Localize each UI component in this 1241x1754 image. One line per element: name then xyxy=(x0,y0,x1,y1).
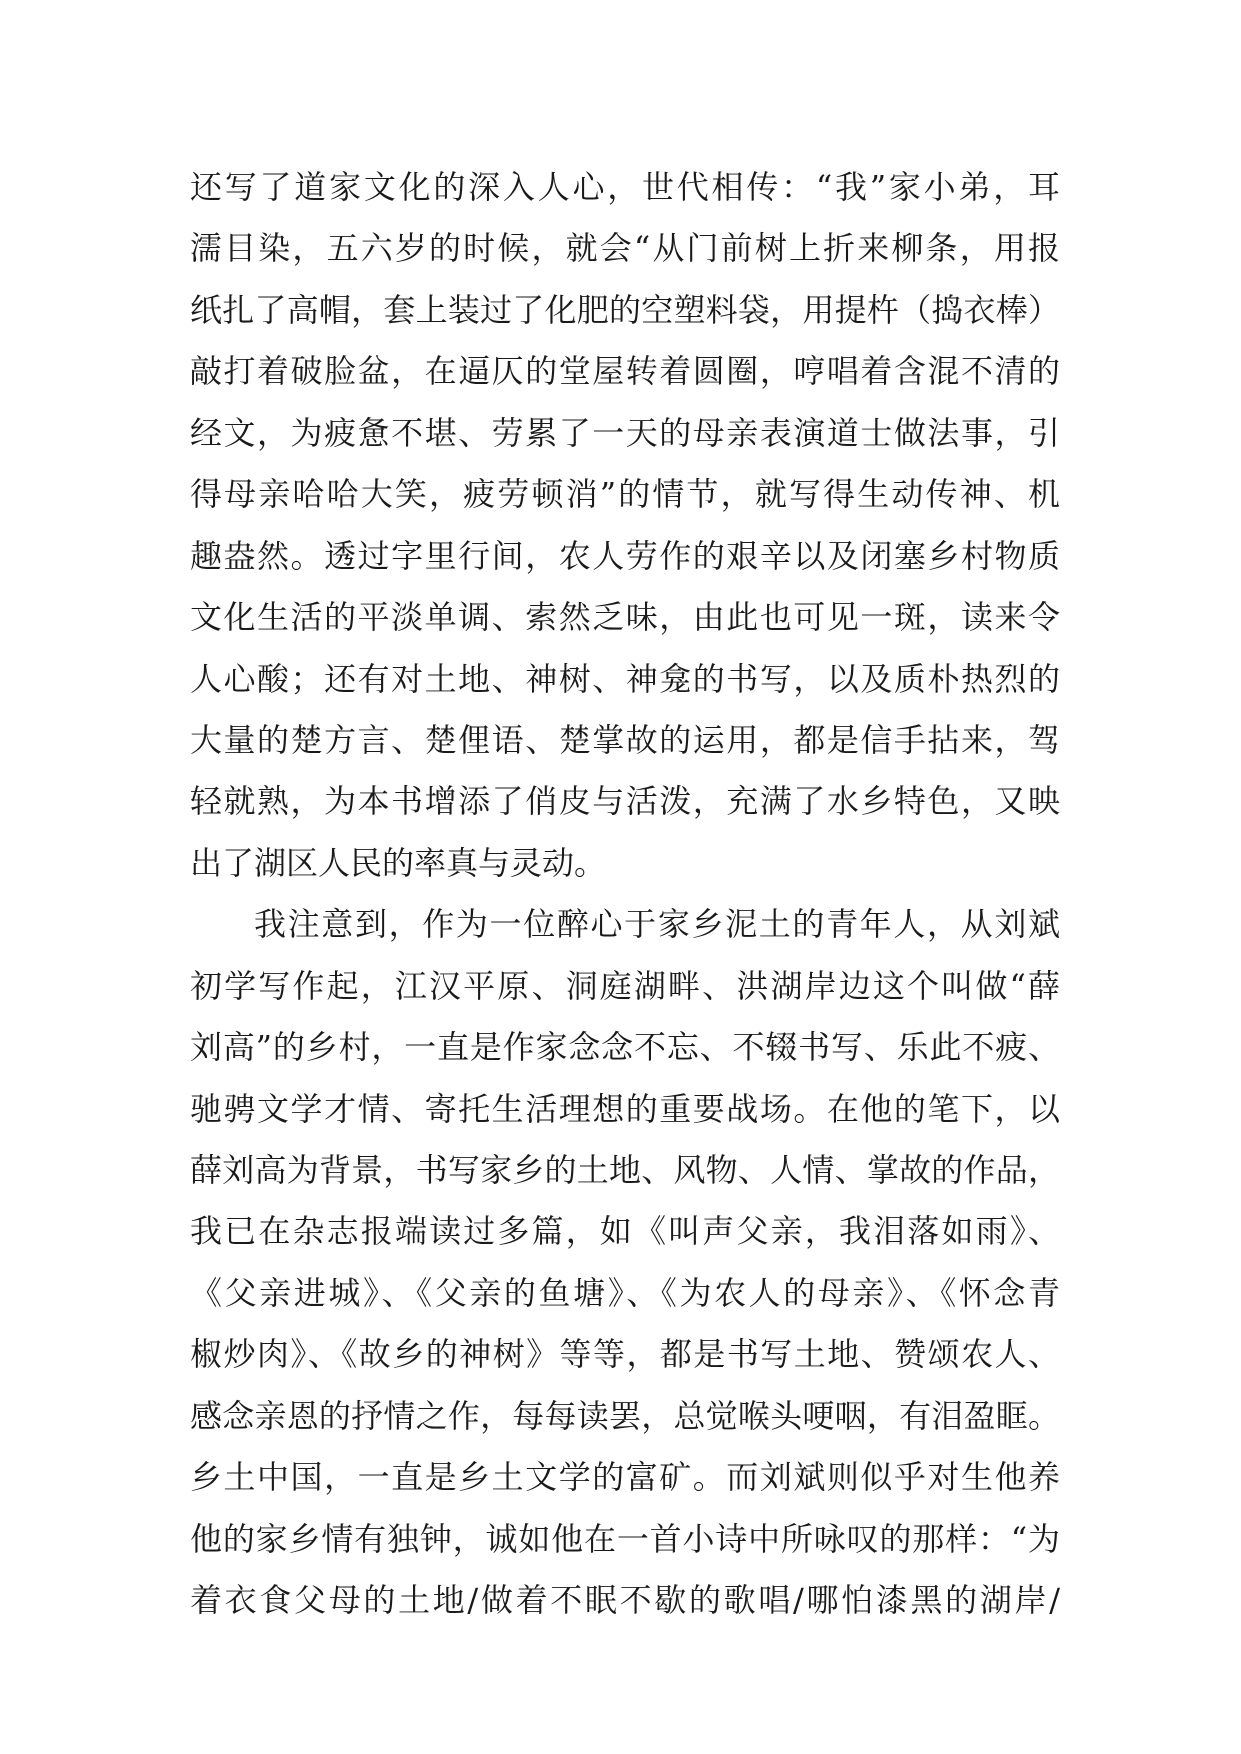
text-line: 大量的楚方言、楚俚语、楚掌故的运用，都是信手拈来，驾 xyxy=(190,720,1060,759)
text-line: 他的家乡情有独钟，诚如他在一首小诗中所咏叹的那样：“为 xyxy=(190,1519,1060,1558)
text-line: 我已在杂志报端读过多篇，如《叫声父亲，我泪落如雨》、 xyxy=(190,1212,1060,1251)
text-line: 薛刘高为背景，书写家乡的土地、风物、人情、掌故的作品， xyxy=(190,1151,1060,1189)
paragraph-end-line: 出了湖区人民的率真与灵动。 xyxy=(190,843,607,882)
text-line: 《父亲进城》、《父亲的鱼塘》、《为农人的母亲》、《怀念青 xyxy=(190,1273,1060,1312)
text-line: 感念亲恩的抒情之作，每每读罢，总觉喉头哽咽，有泪盈眶。 xyxy=(190,1396,1060,1435)
text-line: 轻就熟，为本书增添了俏皮与活泼，充满了水乡特色，又映 xyxy=(190,782,1060,821)
text-line: 濡目染，五六岁的时候，就会“从门前树上折来柳条，用报 xyxy=(190,229,1060,268)
paragraph-start-line: 我注意到，作为一位醉心于家乡泥土的青年人，从刘斌 xyxy=(254,905,1060,944)
text-line: 乡土中国，一直是乡土文学的富矿。而刘斌则似乎对生他养 xyxy=(190,1458,1060,1497)
text-line: 人心酸；还有对土地、神树、神龛的书写，以及质朴热烈的 xyxy=(190,659,1060,698)
text-line: 敲打着破脸盆，在逼仄的堂屋转着圆圈，哼唱着含混不清的 xyxy=(190,352,1060,391)
body-text xyxy=(190,157,1060,1632)
text-line: 文化生活的平淡单调、索然乏味，由此也可见一斑，读来令 xyxy=(190,598,1060,637)
text-line: 初学写作起，江汉平原、洞庭湖畔、洪湖岸边这个叫做“薛 xyxy=(190,966,1060,1005)
text-line: 驰骋文学才情、寄托生活理想的重要战场。在他的笔下，以 xyxy=(190,1089,1060,1128)
text-line: 还写了道家文化的深入人心，世代相传：“我”家小弟，耳 xyxy=(190,168,1060,206)
text-line: 着衣食父母的土地/做着不眠不歇的歌唱/哪怕漆黑的湖岸/ xyxy=(190,1581,1060,1620)
text-line: 经文，为疲惫不堪、劳累了一天的母亲表演道士做法事，引 xyxy=(190,413,1060,452)
text-line: 纸扎了高帽，套上装过了化肥的空塑料袋，用提杵（捣衣棒） xyxy=(190,290,1060,329)
text-line: 得母亲哈哈大笑，疲劳顿消”的情节，就写得生动传神、机 xyxy=(190,475,1060,514)
text-line: 刘高”的乡村，一直是作家念念不忘、不辍书写、乐此不疲、 xyxy=(190,1028,1060,1067)
text-line: 椒炒肉》、《故乡的神树》等等，都是书写土地、赞颂农人、 xyxy=(190,1335,1060,1374)
text-line: 趣盎然。透过字里行间，农人劳作的艰辛以及闭塞乡村物质 xyxy=(190,536,1060,575)
